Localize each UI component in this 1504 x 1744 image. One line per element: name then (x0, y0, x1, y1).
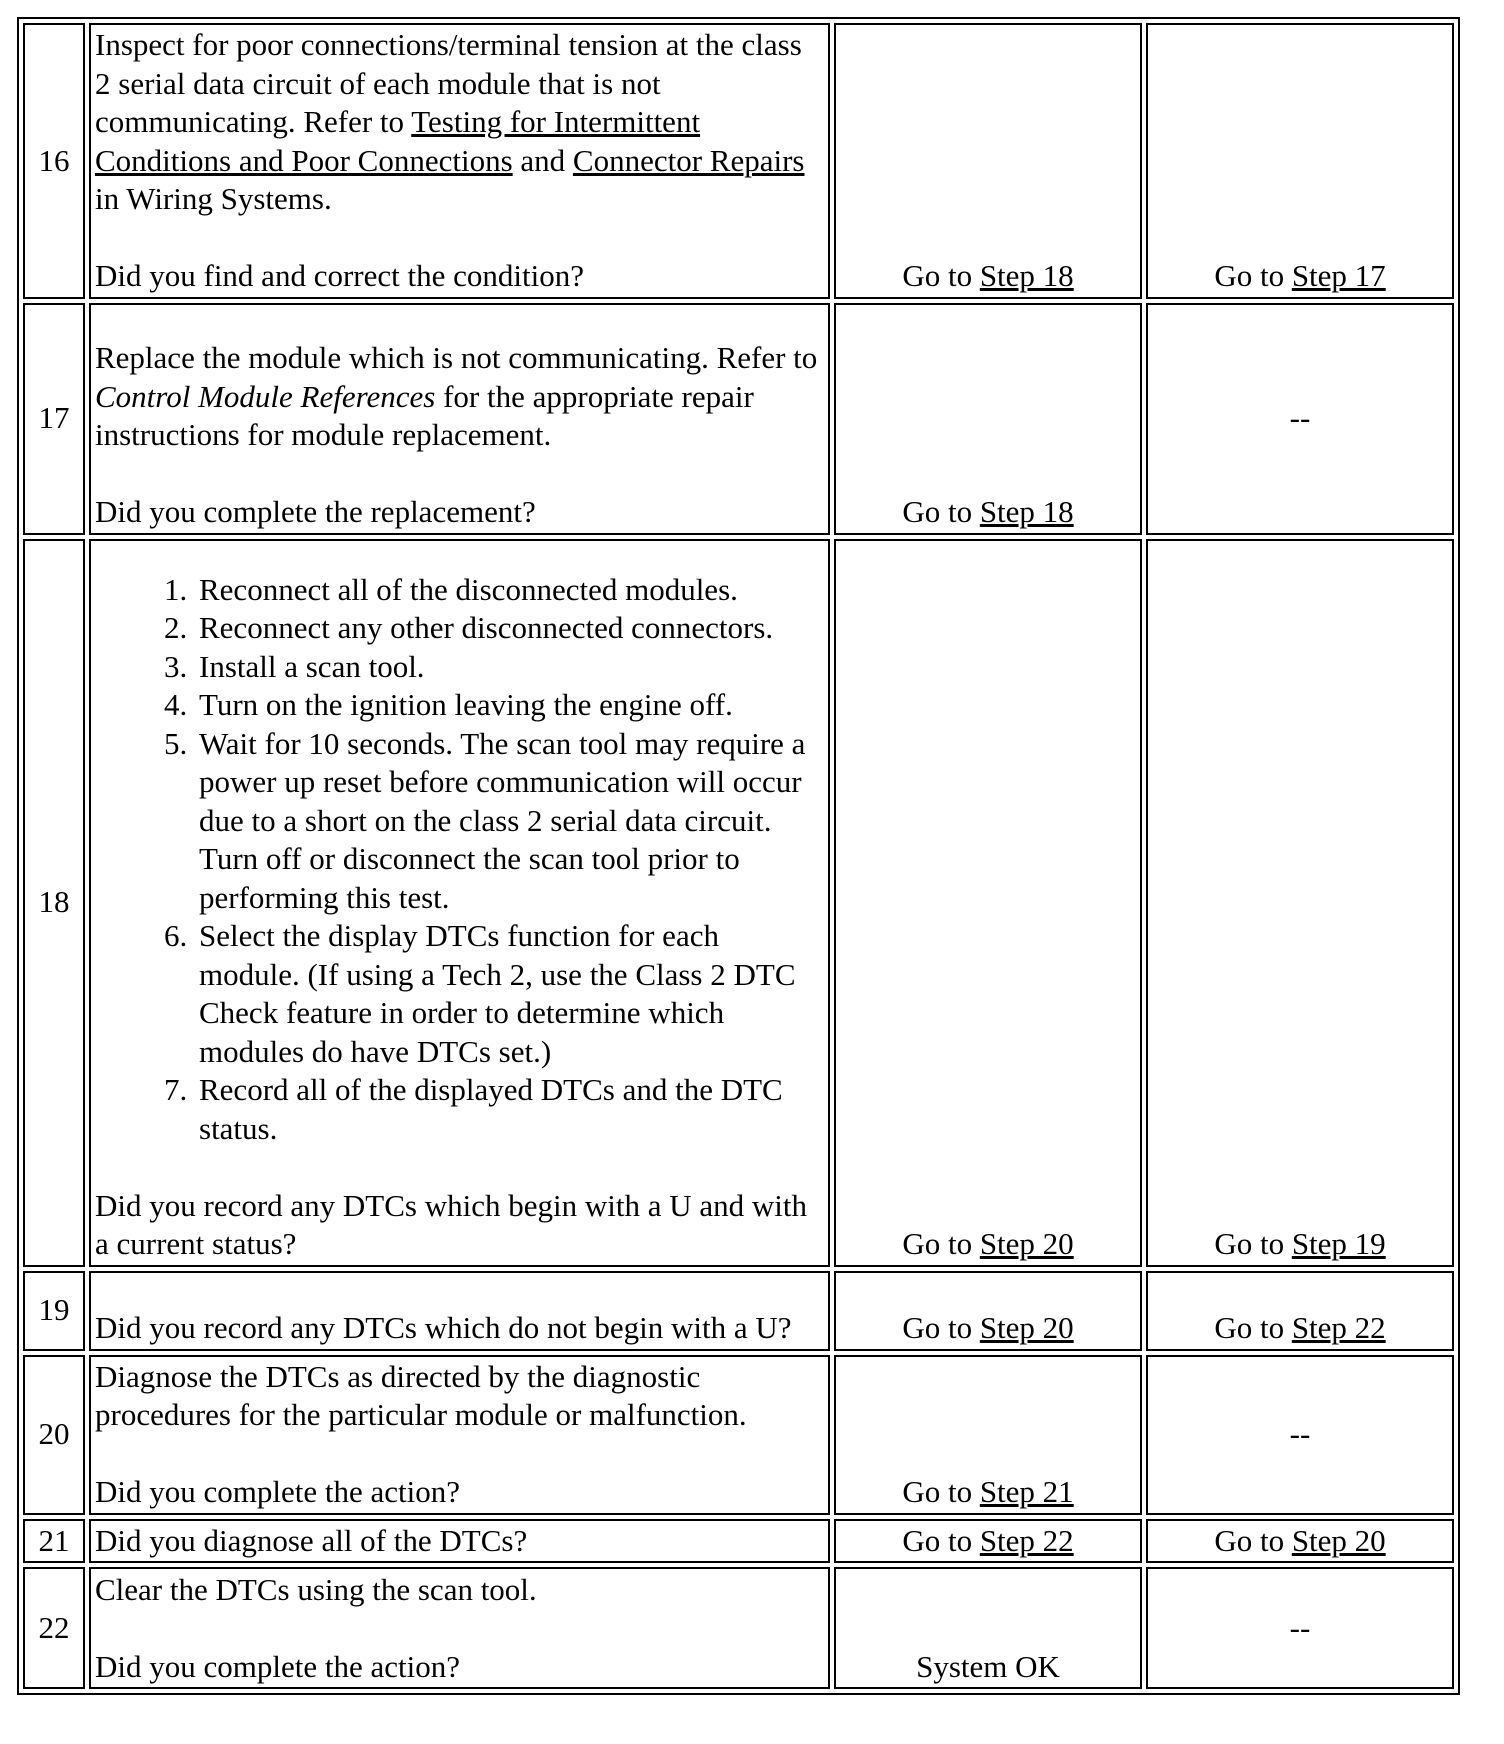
no-result: Go to Step 17 (1146, 23, 1454, 299)
yes-result: Go to Step 21 (834, 1355, 1142, 1515)
step-action (89, 1519, 830, 1564)
no-result: Go to Step 22 (1146, 1271, 1454, 1351)
step-instructions: Replace the module which is not communicating. Refer to Control Module References for the appropriate repair instructions for module replacement. (95, 340, 818, 452)
step-question: Did you complete the replacement? (95, 494, 536, 529)
yes-result: Go to Step 22 (834, 1519, 1142, 1564)
yes-result: Go to Step 18 (834, 303, 1142, 535)
step-action (89, 303, 830, 535)
table-row (23, 1271, 1454, 1351)
step-instructions: Clear the DTCs using the scan tool. (95, 1571, 537, 1607)
list-item: 2. Reconnect any other disconnected connectors. (195, 609, 824, 648)
no-result: -- (1146, 1567, 1454, 1689)
go-to-step-link[interactable]: Step 20 (979, 1226, 1074, 1261)
step-action (89, 23, 830, 299)
list-item: 1. Reconnect all of the disconnected modules. (195, 571, 824, 610)
table-row (23, 1567, 1454, 1689)
go-to-step-link[interactable]: Step 18 (979, 494, 1074, 529)
step-question: Did you complete the action? (95, 1474, 460, 1509)
table-row (23, 539, 1454, 1267)
step-question: Did you complete the action? (95, 1648, 460, 1684)
go-to-step-link[interactable]: Step 18 (979, 258, 1074, 293)
step-question: Did you diagnose all of the DTCs? (95, 1522, 528, 1558)
list-item: 5. Wait for 10 seconds. The scan tool may require a power up reset before communication will occur due to a short on the class 2 serial data circuit. Turn off or disconnect the scan tool prior to performing this test. (195, 725, 824, 918)
no-result: Go to Step 20 (1146, 1519, 1454, 1564)
step-question: Did you record any DTCs which do not begin with a U? (95, 1310, 792, 1345)
go-to-step-link[interactable]: Step 20 (979, 1310, 1074, 1345)
list-item: 3. Install a scan tool. (195, 648, 824, 687)
table-row (23, 1355, 1454, 1515)
yes-result: System OK (834, 1567, 1142, 1689)
yes-result: Go to Step 20 (834, 539, 1142, 1267)
step-action (89, 1271, 830, 1351)
no-result: Go to Step 19 (1146, 539, 1454, 1267)
control-module-references: Control Module References (95, 378, 436, 414)
list-item: 6. Select the display DTCs function for each module. (If using a Tech 2, use the Class 2 DTC Check feature in order to determine which modules do have DTCs set.) (195, 917, 824, 1071)
diagnostic-steps-table (17, 17, 1460, 1695)
list-item: 4. Turn on the ignition leaving the engine off. (195, 686, 824, 725)
testing-intermittent-link[interactable]: Testing for Intermittent Conditions and Poor Connections (95, 104, 701, 178)
connector-repairs-link[interactable]: Connector Repairs (572, 142, 805, 178)
step-action (89, 539, 830, 1267)
step-number: 16 (23, 23, 85, 299)
step-number: 17 (23, 303, 85, 535)
table-row (23, 303, 1454, 535)
no-result: -- (1146, 303, 1454, 535)
no-result: -- (1146, 1355, 1454, 1515)
step-action (89, 1355, 830, 1515)
go-to-step-link[interactable]: Step 19 (1291, 1226, 1386, 1261)
yes-result: Go to Step 20 (834, 1271, 1142, 1351)
list-item: 7. Record all of the displayed DTCs and the DTC status. (195, 1071, 824, 1148)
table-row (23, 23, 1454, 299)
step-question: Did you find and correct the condition? (95, 258, 584, 293)
procedure-list (95, 571, 824, 1149)
yes-result: Go to Step 18 (834, 23, 1142, 299)
go-to-step-link[interactable]: Step 22 (1291, 1310, 1386, 1345)
step-action (89, 1567, 830, 1689)
step-number: 19 (23, 1271, 85, 1351)
step-instructions: Inspect for poor connections/terminal tension at the class 2 serial data circuit of each module that is not communicating. Refer to Testing for Intermittent Conditions and Poor Connections and Connector Repairs in Wiring Systems. (95, 27, 805, 216)
step-number: 22 (23, 1567, 85, 1689)
table-row (23, 1519, 1454, 1564)
step-instructions: Diagnose the DTCs as directed by the diagnostic procedures for the particular module or malfunction. (95, 1358, 747, 1432)
go-to-step-link[interactable]: Step 21 (979, 1474, 1074, 1509)
go-to-step-link[interactable]: Step 20 (1291, 1522, 1386, 1558)
go-to-step-link[interactable]: Step 17 (1291, 258, 1386, 293)
go-to-step-link[interactable]: Step 22 (979, 1522, 1074, 1558)
step-question: Did you record any DTCs which begin with a U and with a current status? (95, 1187, 808, 1261)
step-number: 18 (23, 539, 85, 1267)
step-number: 21 (23, 1519, 85, 1564)
step-number: 20 (23, 1355, 85, 1515)
